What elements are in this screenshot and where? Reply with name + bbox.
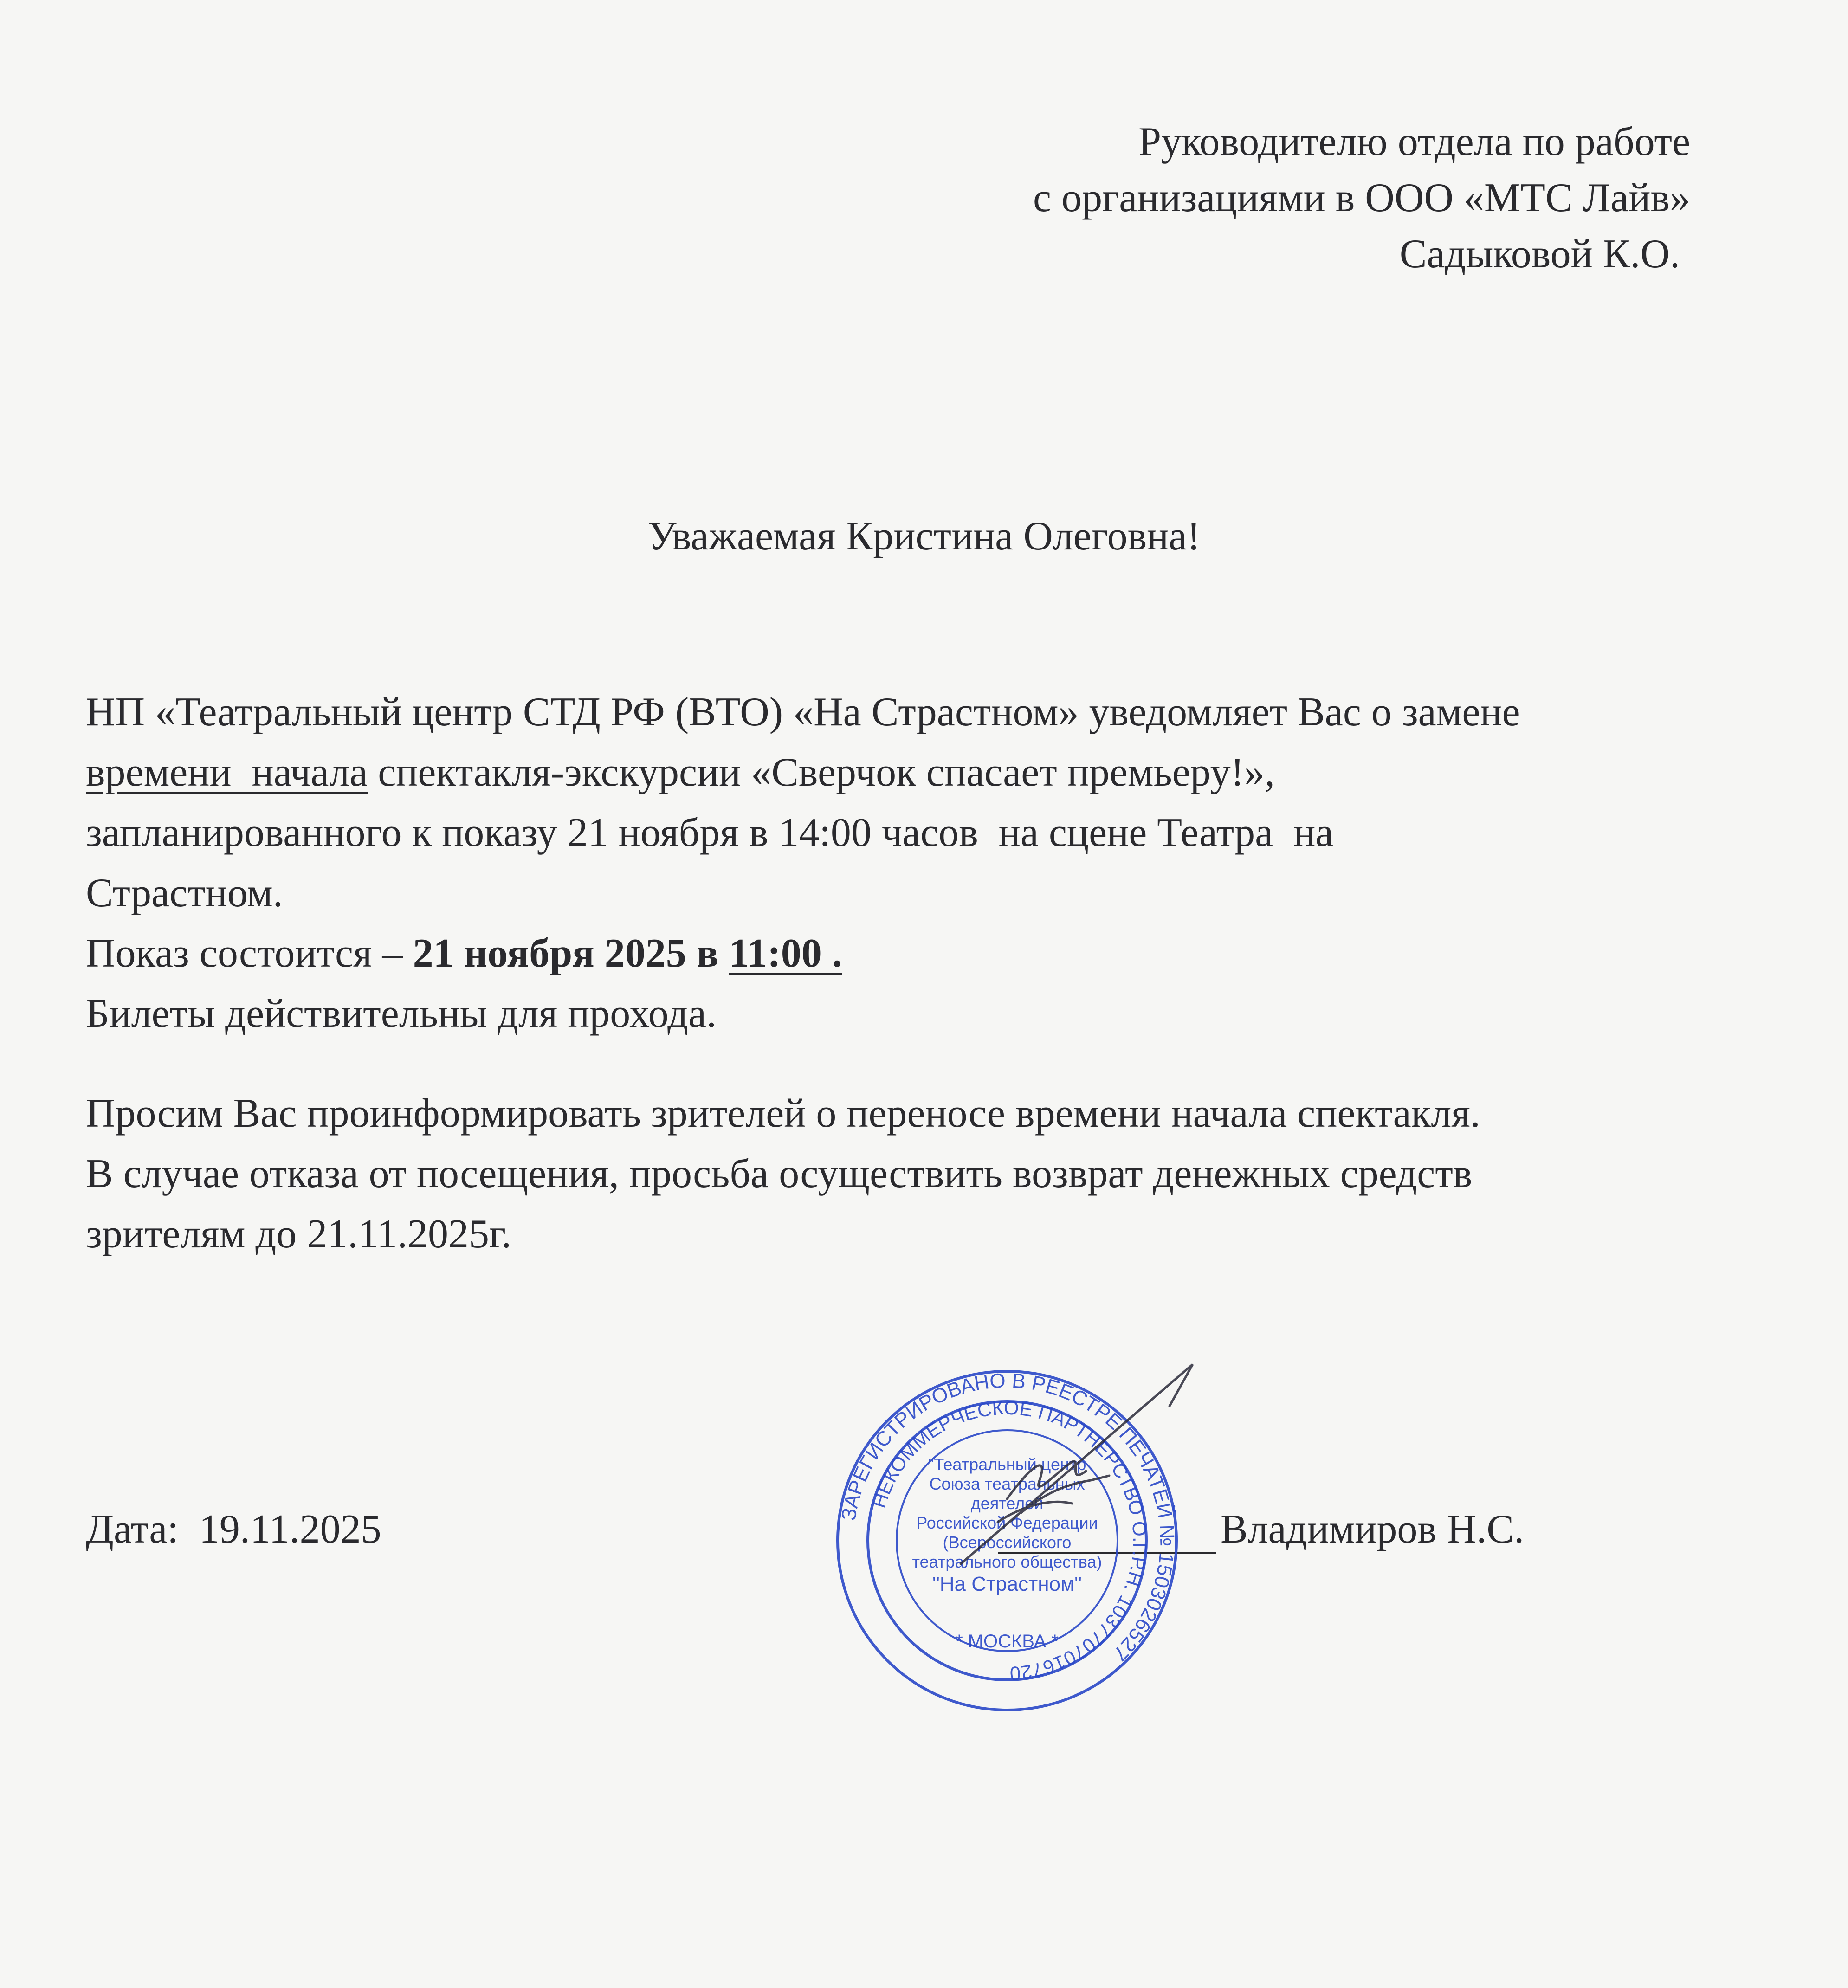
svg-text:(Всероссийского: (Всероссийского bbox=[943, 1533, 1072, 1552]
body-line: Просим Вас проинформировать зрителей о переносе времени начала спектакля. bbox=[86, 1091, 1480, 1136]
svg-text:театрального общества): театрального общества) bbox=[912, 1552, 1102, 1571]
stamp-middle-ring-text: НЕКОММЕРЧЕСКОЕ ПАРТНЕРСТВО О.Г.Р.Н. 1037707016720 bbox=[867, 1396, 1151, 1685]
svg-text:Российской Федерации: Российской Федерации bbox=[916, 1513, 1098, 1532]
salutation-text: Уважаемая Кристина Олеговна! bbox=[647, 514, 1201, 559]
svg-text:"На Страстном": "На Страстном" bbox=[932, 1573, 1082, 1595]
addressee-line-1: Руководителю отдела по работе bbox=[1138, 119, 1690, 164]
addressee-block bbox=[1033, 114, 1690, 282]
body-line-rest: спектакля-экскурсии «Сверчок спасает премьеру!», bbox=[368, 750, 1275, 795]
body-line bbox=[86, 742, 1710, 803]
body-line: НП «Театральный центр СТД РФ (ВТО) «На Страстном» уведомляет Вас о замене bbox=[86, 690, 1520, 735]
show-prefix: Показ состоится – bbox=[86, 931, 413, 976]
tickets-line: Билеты действительны для прохода. bbox=[86, 991, 717, 1036]
body-line: зрителям до 21.11.2025г. bbox=[86, 1212, 512, 1257]
addressee-line-3: Садыковой К.О. bbox=[1399, 232, 1680, 277]
underlined-phrase: времени начала bbox=[86, 750, 368, 795]
body-line: В случае отказа от посещения, просьба осуществить возврат денежных средств bbox=[86, 1151, 1473, 1196]
date-value: 19.11.2025 bbox=[199, 1507, 381, 1552]
svg-text:"Театральный центр: "Театральный центр bbox=[928, 1455, 1086, 1474]
body-line: Страстном. bbox=[86, 871, 283, 916]
body-line: запланированного к показу 21 ноября в 14:00 часов на сцене Театра на bbox=[86, 810, 1334, 855]
stamp-outer-ring-text: ЗАРЕГИСТРИРОВАНО В РЕЕСТРЕ ПЕЧАТЕЙ № 1503026527 bbox=[837, 1369, 1179, 1665]
show-line bbox=[86, 923, 1710, 984]
svg-text:Союза театральных: Союза театральных bbox=[929, 1474, 1085, 1493]
signer-name: Владимиров Н.С. bbox=[1221, 1507, 1525, 1552]
handwritten-signature bbox=[951, 1346, 1230, 1578]
show-date: 21 ноября 2025 в bbox=[413, 931, 729, 976]
stamp-city: * МОСКВА * bbox=[955, 1631, 1059, 1652]
date-label: Дата: bbox=[86, 1507, 179, 1552]
date-field bbox=[86, 1506, 381, 1553]
letter-body bbox=[86, 682, 1710, 1265]
show-time: 11:00 . bbox=[729, 931, 842, 976]
salutation bbox=[0, 513, 1848, 560]
svg-text:деятелей: деятелей bbox=[970, 1494, 1044, 1513]
addressee-line-2: с организациями в ООО «МТС Лайв» bbox=[1033, 175, 1690, 220]
